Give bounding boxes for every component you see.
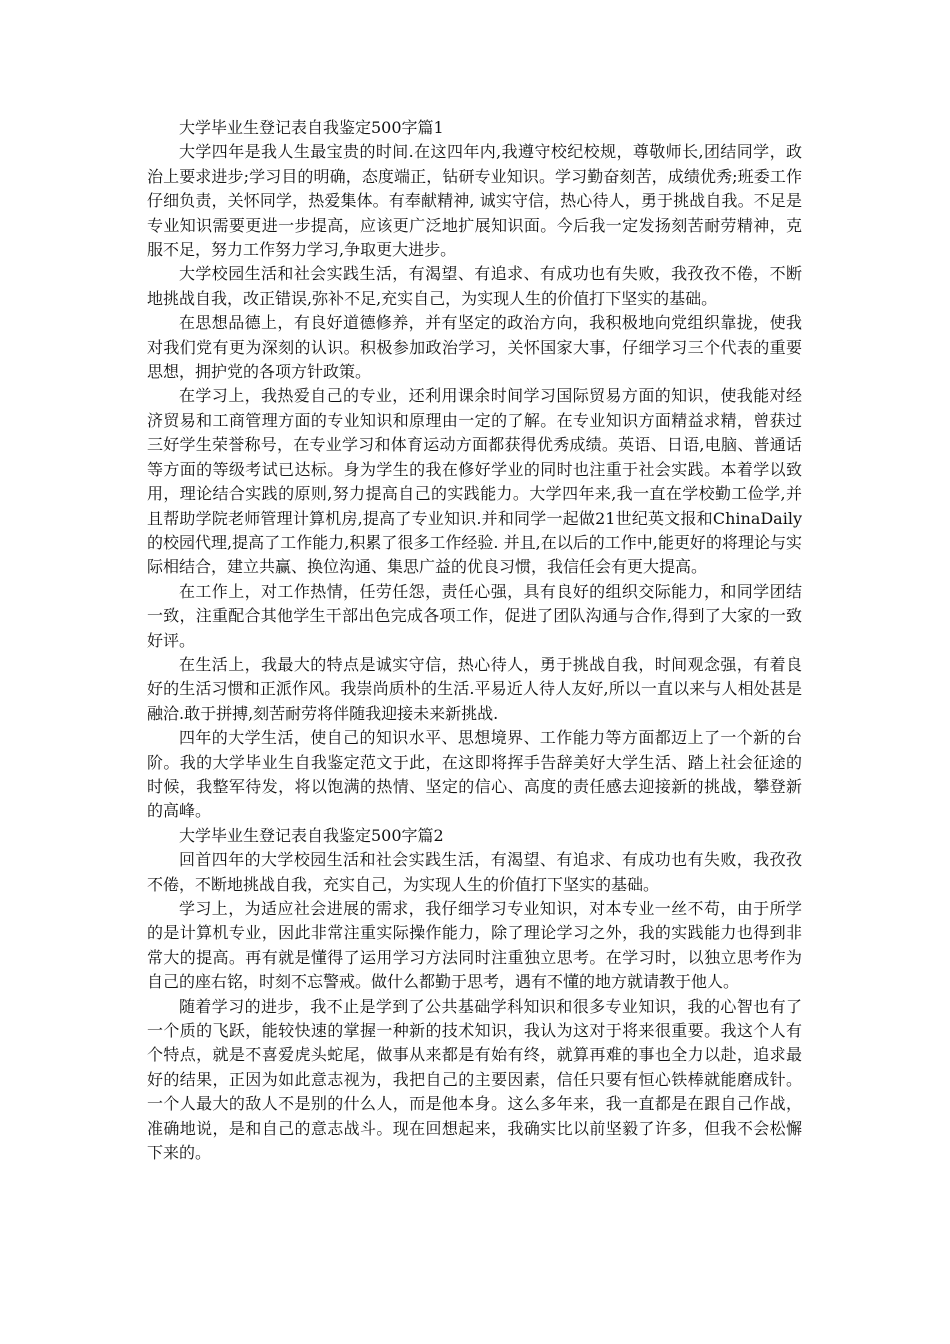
paragraph: 在思想品德上，有良好道德修养，并有坚定的政治方向，我积极地向党组织靠拢，使我对我们党有更为深刻的认识。积极参加政治学习，关怀国家大事，仔细学习三个代表的重要思想，拥护党的各项方针政策。 [147, 313, 802, 382]
document-body [147, 116, 802, 1165]
paragraph: 在生活上，我最大的特点是诚实守信，热心待人，勇于挑战自我，时间观念强，有着良好的生活习惯和正派作风。我崇尚质朴的生活.平易近人待人友好,所以一直以来与人相处甚是融洽.敢于拼搏,刻苦耐劳将伴随我迎接未来新挑战. [147, 654, 802, 723]
paragraph: 随着学习的进步，我不止是学到了公共基础学科知识和很多专业知识，我的心智也有了一个质的飞跃，能较快速的掌握一种新的技术知识，我认为这对于将来很重要。我这个人有个特点，就是不喜爱虎头蛇尾，做事从来都是有始有终，就算再难的事也全力以赴，追求最好的结果，正因为如此意志视为，我把自己的主要因素，信任只要有恒心铁棒就能磨成针。一个人最大的敌人不是别的什么人，而是他本身。这么多年来，我一直都是在跟自己作战，准确地说，是和自己的意志战斗。现在回想起来，我确实比以前坚毅了许多，但我不会松懈下来的。 [147, 996, 802, 1163]
paragraph: 四年的大学生活，使自己的知识水平、思想境界、工作能力等方面都迈上了一个新的台阶。我的大学毕业生自我鉴定范文于此，在这即将挥手告辞美好大学生活、踏上社会征途的时候，我整军待发，将以饱满的热情、坚定的信心、高度的责任感去迎接新的挑战，攀登新的高峰。 [147, 728, 802, 821]
paragraph: 在学习上，我热爱自己的专业，还利用课余时间学习国际贸易方面的知识，使我能对经济贸易和工商管理方面的专业知识和原理由一定的了解。在专业知识方面精益求精，曾获过三好学生荣誉称号，在专业学习和体育运动方面都获得优秀成绩。英语、日语,电脑、普通话等方面的等级考试已达标。身为学生的我在修好学业的同时也注重于社会实践。本着学以致用，理论结合实践的原则,努力提高自己的实践能力。大学四年来,我一直在学校勤工俭学,并且帮助学院老师管理计算机房,提高了专业知识.并和同学一起做21世纪英文报和ChinaDaily的校园代理,提高了工作能力,积累了很多工作经验. 并且,在以后的工作中,能更好的将理论与实际相结合，建立共赢、换位沟通、集思广益的优良习惯，我信任会有更大提高。 [147, 386, 802, 577]
section-heading-1: 大学毕业生登记表自我鉴定500字篇1 [179, 118, 444, 137]
section-heading-2: 大学毕业生登记表自我鉴定500字篇2 [179, 825, 444, 845]
paragraph: 在工作上，对工作热情，任劳任怨，责任心强，具有良好的组织交际能力，和同学团结一致，注重配合其他学生干部出色完成各项工作，促进了团队沟通与合作,得到了大家的一致好评。 [147, 581, 802, 650]
paragraph: 大学四年是我人生最宝贵的时间.在这四年内,我遵守校纪校规，尊敬师长,团结同学，政治上要求进步;学习目的明确，态度端正，钻研专业知识。学习勤奋刻苦，成绩优秀;班委工作仔细负责，关怀同学，热爱集体。有奉献精神, 诚实守信，热心待人，勇于挑战自我。不足是专业知识需要更进一步提高，应该更广泛地扩展知识面。今后我一定发扬刻苦耐劳精神，克服不足，努力工作努力学习,争取更大进步。 [147, 142, 802, 260]
paragraph: 学习上，为适应社会进展的需求，我仔细学习专业知识，对本专业一丝不苟，由于所学的是计算机专业，因此非常注重实际操作能力，除了理论学习之外，我的实践能力也得到非常大的提高。再有就是懂得了运用学习方法同时注重独立思考。在学习时，以独立思考作为自己的座右铭，时刻不忘警戒。做什么都勤于思考，遇有不懂的地方就请教于他人。 [147, 899, 802, 992]
paragraph: 回首四年的大学校园生活和社会实践生活，有渴望、有追求、有成功也有失败，我孜孜不倦，不断地挑战自我，充实自己，为实现人生的价值打下坚实的基础。 [147, 850, 802, 894]
paragraph: 大学校园生活和社会实践生活，有渴望、有追求、有成功也有失败，我孜孜不倦，不断地挑战自我，改正错误,弥补不足,充实自己，为实现人生的价值打下坚实的基础。 [147, 264, 802, 308]
